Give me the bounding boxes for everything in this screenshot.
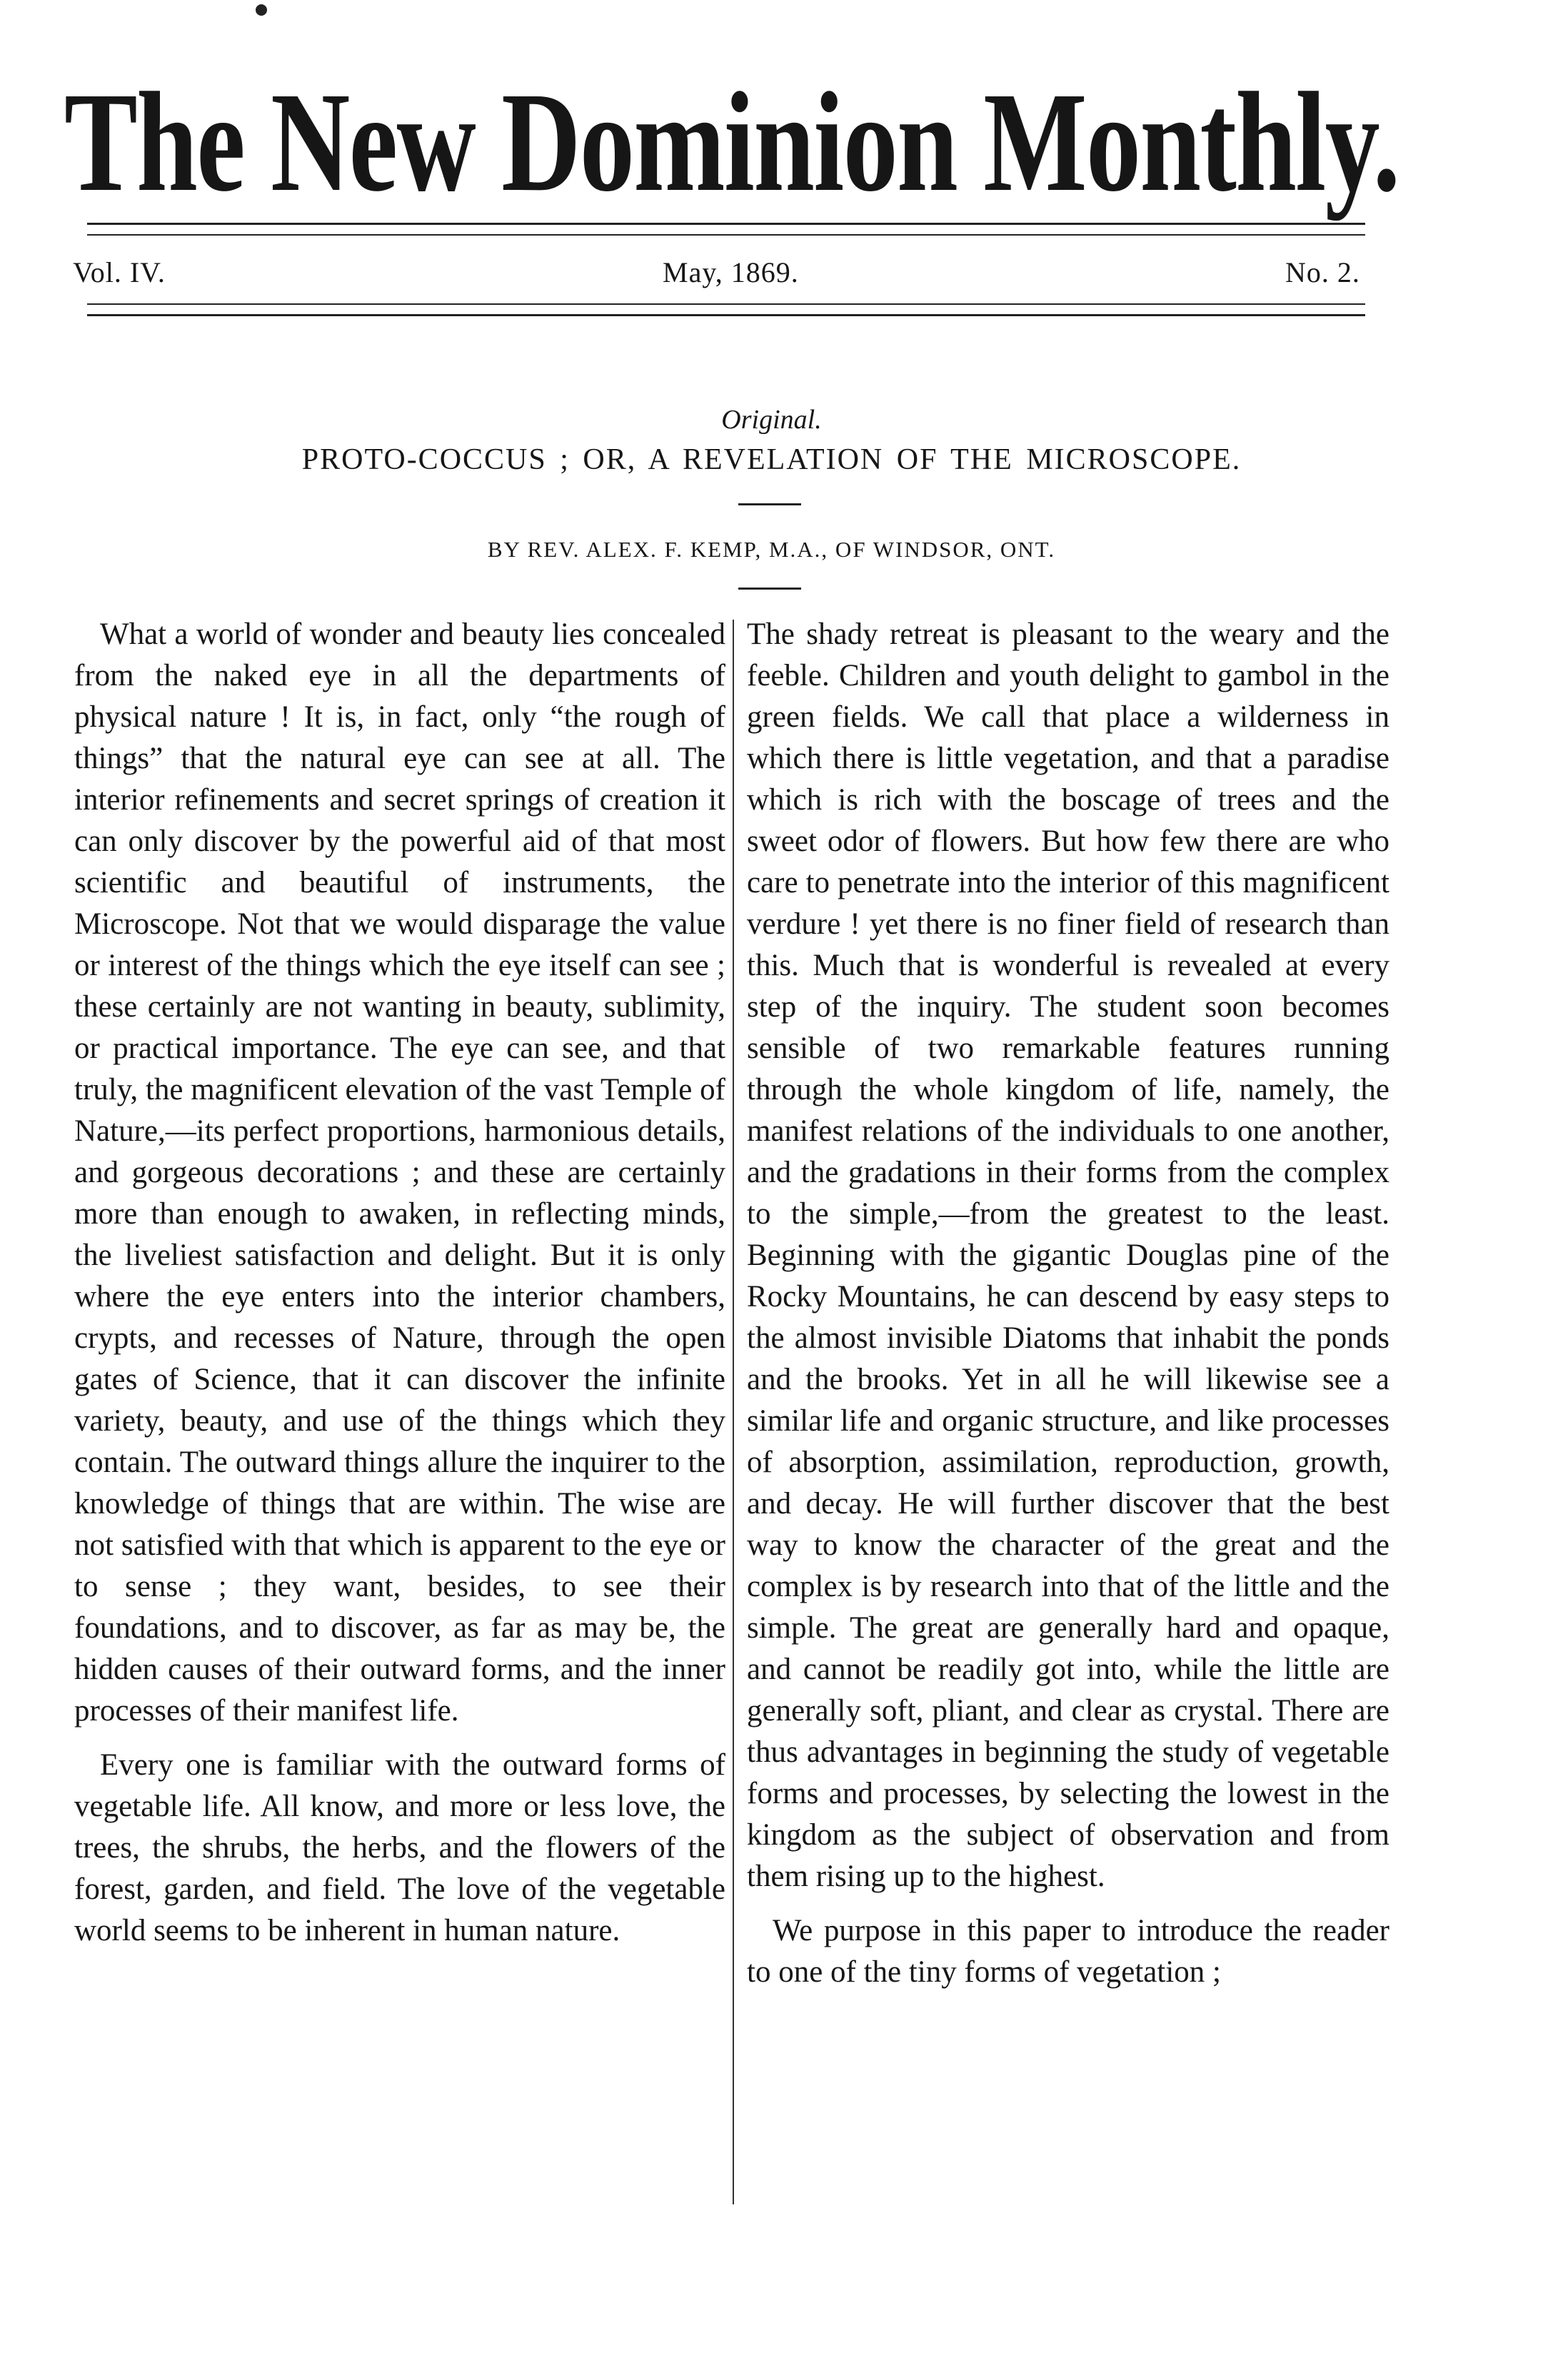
paragraph: What a world of wonder and beauty lies concealed from the naked eye in all the departments of physical nature ! It is, in fact, only “the rough of things” that the natural eye can see at all. The interior refinements and secret springs of creation it can only discover by the powerful aid of that most scientific and beautiful of instruments, the Microscope. Not that we would disparage the value or interest of the things which the eye itself can see ; these certainly are not wanting in beauty, sublimity, or practical importance. The eye can see, and that truly, the magnificent elevation of the vast Temple of Nature,—its perfect proportions, harmonious details, and gorgeous decorations ; and these are certainly more than enough to awaken, in reflecting minds, the liveliest satisfaction and delight. But it is only where the eye enters into the interior chambers, crypts, and recesses of Nature, through the open gates of Science, that it can discover the infinite variety, beauty, and use of the things which they contain. The outward things allure the inquirer to the knowledge of things that are within. The wise are not satisfied with that which is apparent to the eye or to sense ; they want, besides, to see their foundations, and to discover, as far as may be, the hidden causes of their outward forms, and the inner processes of their manifest life. [74,617,725,1728]
left-column [74,614,725,2207]
paragraph: The shady retreat is pleasant to the weary and the feeble. Children and youth delight to gambol in the green fields. We call that place a wilderness in which there is little vegetation, and that a paradise which is rich with the boscage of trees and the sweet odor of flowers. But how few there are who care to penetrate into the interior of this magnificent verdure ! yet there is no finer field of research than this. Much that is wonderful is revealed at every step of the inquiry. The student soon becomes sensible of two remarkable features running through the whole kingdom of life, namely, the manifest relations of the individuals to one another, and the gradations in their forms from the complex to the simple,—from the greatest to the least. Beginning with the gigantic Douglas pine of the Rocky Mountains, he can descend by easy steps to the almost invisible Diatoms that inhabit the ponds and the brooks. Yet in all he will likewise see a similar life and organic structure, and like processes of absorption, assimilation, reproduction, growth, and decay. He will further discover that the best way to know the character of the great and the complex is by research into that of the little and the simple. The great are generally hard and opaque, and cannot be readily got into, while the little are generally soft, pliant, and clear as crystal. There are thus advantages in beginning the study of vegetable forms and processes, by selecting the lowest in the kingdom as the subject of observation and from them rising up to the highest. [747,617,1389,1893]
title-divider [738,503,801,505]
masthead-rule-bottom [87,314,1365,316]
ink-dot [256,4,267,16]
paragraph: Every one is familiar with the outward forms of vegetable life. All know, and more or less love, the trees, the shrubs, the herbs, and the flowers of the forest, garden, and field. The love of the vegetable world seems to be inherent in human nature. [74,1748,725,1947]
paragraph: We purpose in this paper to introduce the reader to one of the tiny forms of vegetation ; [747,1914,1389,1989]
issue-date: May, 1869. [663,256,799,288]
masthead-rule-top [87,223,1365,225]
masthead-rule-top-inner [87,234,1365,236]
masthead-title: The New Dominion Monthly. [64,64,1399,221]
right-column [747,614,1389,2207]
article-byline: BY REV. ALEX. F. KEMP, M.A., OF WINDSOR, ONT. [487,537,1056,562]
column-divider [733,620,734,2204]
issue-volume: Vol. IV. [73,256,166,288]
masthead-rule-bottom-inner [87,303,1365,305]
article-title: PROTO-COCCUS ; OR, A REVELATION OF THE MICROSCOPE. [301,443,1242,476]
issue-number: No. 2. [1285,256,1360,288]
article-kicker: Original. [721,405,822,435]
byline-divider [738,588,801,590]
